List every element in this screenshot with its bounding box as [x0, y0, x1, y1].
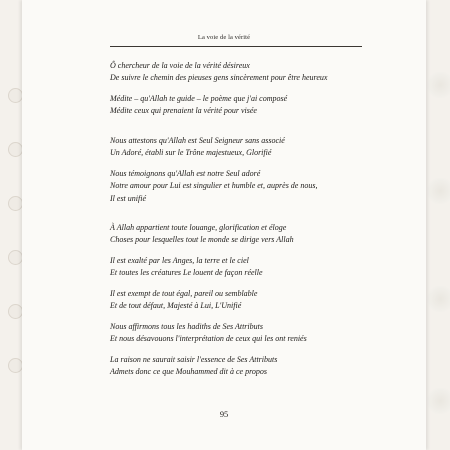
verse-line: Nous affirmons tous les hadiths de Ses Attributs	[110, 322, 263, 332]
stanza	[110, 60, 372, 85]
stanza	[110, 168, 372, 205]
book-page	[22, 0, 426, 450]
stanza	[110, 354, 372, 379]
stanza	[110, 135, 372, 160]
binder-hole	[8, 250, 23, 265]
verse-line: Médite – qu'Allah te guide – le poème que j'ai composé	[110, 94, 288, 103]
verse-line: La raison ne saurait saisir l'essence de Ses Attributs	[110, 355, 278, 365]
binder-hole	[8, 304, 23, 319]
running-header: La voie de la vérité	[197, 34, 251, 41]
stanza	[110, 288, 372, 313]
verse-line: Et de tout défaut, Majesté à Lui, L'Unifié	[110, 301, 242, 311]
binder-hole	[8, 88, 23, 103]
verse-line: À Allah appartient toute louange, glorification et éloge	[110, 223, 287, 233]
verse-line: Il est unifié	[110, 193, 146, 203]
edge-mark	[426, 388, 450, 414]
verse-line: Et toutes les créatures Le louent de façon réelle	[110, 268, 263, 278]
edge-mark	[426, 286, 450, 312]
stanza	[110, 255, 372, 280]
verse-line: Notre amour pour Lui est singulier et humble et, auprès de nous,	[110, 181, 318, 191]
edge-mark	[426, 72, 450, 98]
verse-line: Ô chercheur de la voie de la vérité désireux	[110, 61, 250, 70]
poem-body	[110, 60, 372, 387]
verse-line: Nous attestons qu'Allah est Seul Seigneur sans associé	[110, 135, 285, 145]
verse-line: Admets donc ce que Mouhammed dit à ce propos	[110, 367, 267, 377]
stanza	[110, 222, 372, 247]
stanza	[110, 321, 372, 346]
verse-line: Il est exalté par les Anges, la terre et le ciel	[110, 256, 249, 266]
verse-line: Il est exempt de tout égal, pareil ou semblable	[110, 289, 258, 299]
binder-hole	[8, 358, 23, 373]
binder-hole	[8, 142, 23, 157]
edge-mark	[426, 178, 450, 204]
verse-line: Nous témoignons qu'Allah est notre Seul adoré	[110, 168, 261, 178]
verse-line: Un Adoré, établi sur le Trône majestueux, Glorifié	[110, 148, 272, 158]
verse-line: Choses pour lesquelles tout le monde se dirige vers Allah	[110, 235, 294, 245]
header-rule	[110, 46, 362, 47]
verse-line: De suivre le chemin des pieuses gens sincèrement pour être heureux	[110, 73, 328, 83]
binder-hole	[8, 196, 23, 211]
verse-line: Médite ceux qui prenaient la vérité pour visée	[110, 106, 257, 116]
page-number: 95	[219, 410, 229, 419]
stanza	[110, 93, 372, 118]
verse-line: Et nous désavouons l'interprétation de ceux qui les ont reniés	[110, 334, 307, 344]
